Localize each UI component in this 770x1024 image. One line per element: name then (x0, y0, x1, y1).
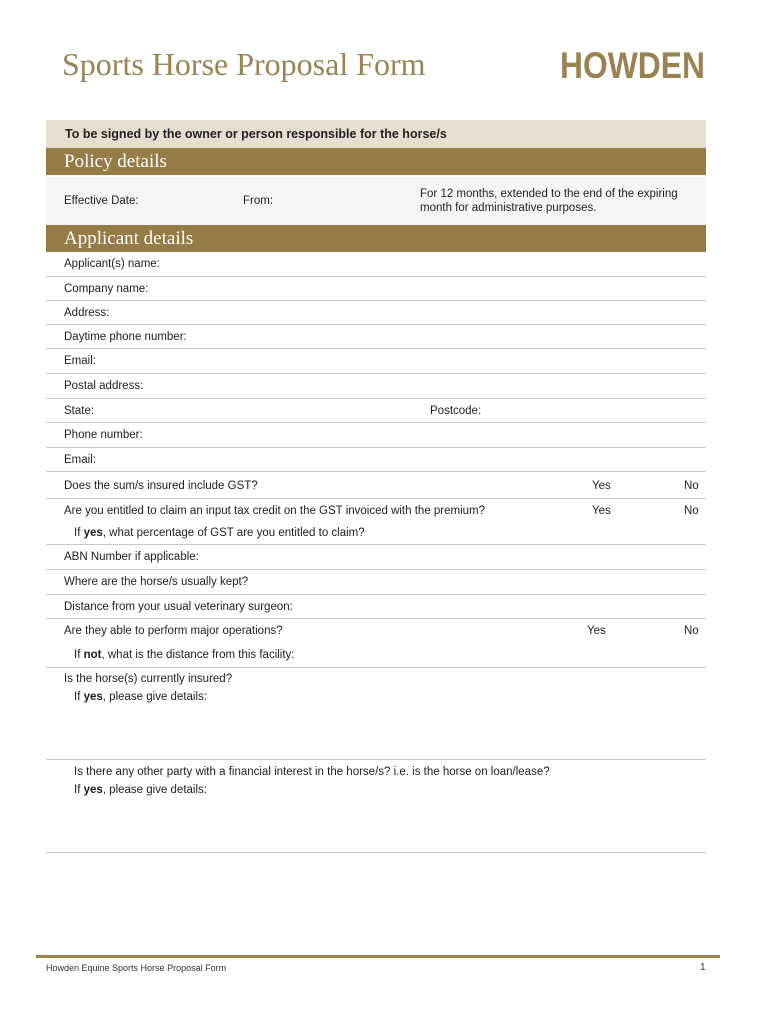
facility-distance-label[interactable]: If not, what is the distance from this facility: (74, 649, 295, 661)
applicant-name-field[interactable] (46, 252, 706, 277)
horse-location-field[interactable] (46, 570, 706, 595)
itc-yes-option[interactable]: Yes (592, 505, 611, 517)
current-insurance-label: Is the horse(s) currently insured? (64, 673, 233, 685)
itc-question-label: Are you entitled to claim an input tax credit on the GST invoiced with the premium? (64, 505, 486, 517)
ops-yes-option[interactable]: Yes (587, 625, 606, 637)
abn-label: ABN Number if applicable: (64, 551, 199, 563)
email-field-2[interactable] (46, 448, 706, 472)
daytime-phone-field[interactable] (46, 325, 706, 349)
footer-divider (36, 955, 720, 958)
email-label: Email: (64, 355, 96, 367)
page-title: Sports Horse Proposal Form (62, 46, 426, 82)
abn-field[interactable] (46, 545, 706, 570)
postcode-label: Postcode: (430, 405, 482, 417)
itc-no-option[interactable]: No (684, 505, 699, 517)
gst-question-label: Does the sum/s insured include GST? (64, 480, 258, 492)
applicant-name-label: Applicant(s) name: (64, 258, 160, 270)
page-number: 1 (700, 962, 706, 973)
policy-details-heading: Policy details (46, 148, 706, 175)
gst-question-row (46, 472, 706, 499)
footer-text: Howden Equine Sports Horse Proposal Form (46, 963, 227, 973)
from-label: From: (243, 195, 274, 207)
postal-address-field[interactable] (46, 374, 706, 399)
email-label-2: Email: (64, 454, 96, 466)
financial-interest-row[interactable] (46, 760, 706, 853)
state-postcode-row[interactable] (46, 399, 706, 423)
gst-yes-option[interactable]: Yes (592, 480, 611, 492)
term-note-line1: For 12 months, extended to the end of the expiring (420, 188, 678, 200)
horse-location-label: Where are the horse/s usually kept? (64, 576, 249, 588)
itc-percentage-label[interactable]: If yes, what percentage of GST are you entitled to claim? (74, 527, 365, 539)
effective-date-label: Effective Date: (64, 195, 139, 207)
howden-logo (560, 45, 705, 86)
daytime-phone-label: Daytime phone number: (64, 331, 187, 343)
itc-question-row (46, 499, 706, 545)
phone-number-label: Phone number: (64, 429, 143, 441)
major-operations-label: Are they able to perform major operations? (64, 625, 283, 637)
insurance-details-label: If yes, please give details: (74, 691, 207, 703)
gst-no-option[interactable]: No (684, 480, 699, 492)
financial-interest-label: Is there any other party with a financial interest in the horse/s? i.e. is the horse on loan/lease? (74, 766, 550, 778)
term-note-line2: month for administrative purposes. (420, 202, 597, 214)
financial-details-label: If yes, please give details: (74, 784, 207, 796)
signature-notice: To be signed by the owner or person responsible for the horse/s (46, 120, 706, 148)
svg-text:HOWDEN: HOWDEN (560, 45, 705, 86)
state-label: State: (64, 405, 95, 417)
address-label: Address: (64, 307, 110, 319)
company-name-label: Company name: (64, 283, 149, 295)
policy-details-row (46, 177, 706, 225)
applicant-details-heading: Applicant details (46, 225, 706, 252)
postal-address-label: Postal address: (64, 380, 144, 392)
company-name-field[interactable] (46, 277, 706, 301)
vet-distance-label: Distance from your usual veterinary surgeon: (64, 601, 293, 613)
ops-no-option[interactable]: No (684, 625, 699, 637)
current-insurance-row[interactable] (46, 668, 706, 760)
address-field[interactable] (46, 301, 706, 325)
email-field[interactable] (46, 349, 706, 374)
phone-number-field[interactable] (46, 423, 706, 448)
major-operations-row (46, 619, 706, 668)
vet-distance-field[interactable] (46, 595, 706, 619)
